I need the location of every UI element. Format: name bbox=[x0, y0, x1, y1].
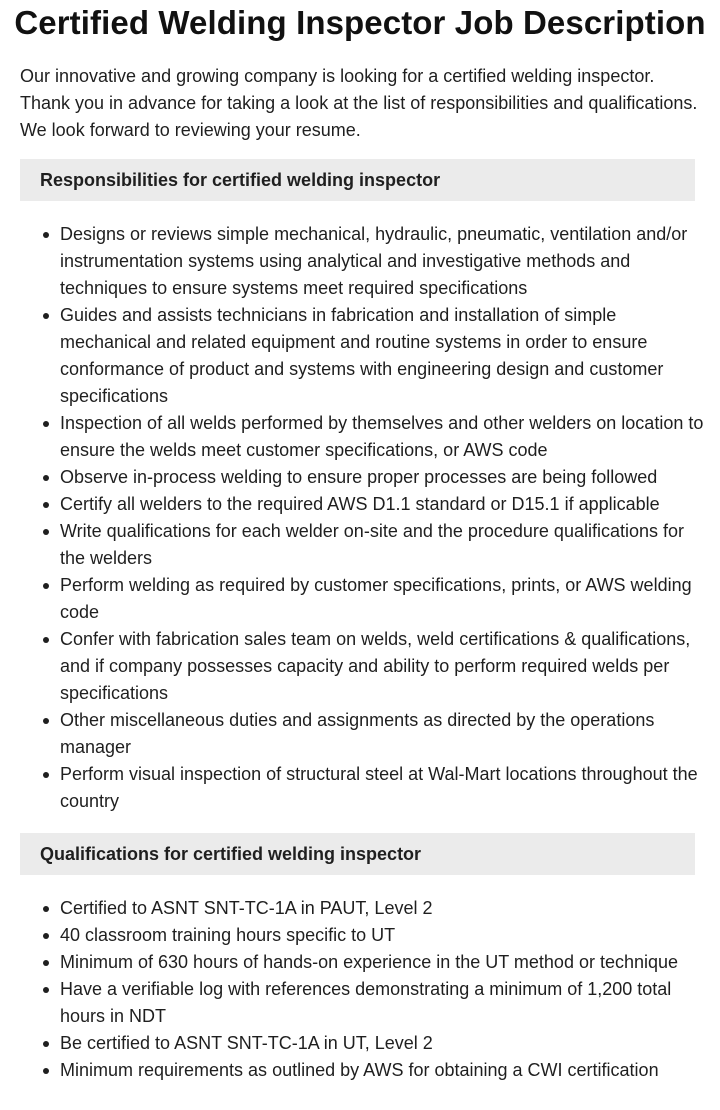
list-item: Guides and assists technicians in fabrication and installation of simple mechanical and related equipment and routine systems in order to ensure conformance of product and systems with engineering design and customer specifications bbox=[60, 302, 710, 410]
responsibilities-list bbox=[0, 221, 720, 815]
list-item: Minimum requirements as outlined by AWS for obtaining a CWI certification bbox=[60, 1057, 710, 1084]
list-item: Have a verifiable log with references demonstrating a minimum of 1,200 total hours in NDT bbox=[60, 976, 710, 1030]
page-title: Certified Welding Inspector Job Description bbox=[14, 4, 706, 41]
responsibilities-heading: Responsibilities for certified welding inspector bbox=[20, 159, 695, 201]
list-item: Minimum of 630 hours of hands-on experience in the UT method or technique bbox=[60, 949, 710, 976]
qualifications-list bbox=[0, 895, 720, 1084]
list-item: Perform welding as required by customer specifications, prints, or AWS welding code bbox=[60, 572, 710, 626]
list-item: Certify all welders to the required AWS D1.1 standard or D15.1 if applicable bbox=[60, 491, 710, 518]
list-item: Write qualifications for each welder on-site and the procedure qualifications for the welders bbox=[60, 518, 710, 572]
list-item: Inspection of all welds performed by themselves and other welders on location to ensure the welds meet customer specifications, or AWS code bbox=[60, 410, 710, 464]
list-item: 40 classroom training hours specific to UT bbox=[60, 922, 710, 949]
list-item: Confer with fabrication sales team on welds, weld certifications & qualifications, and if company possesses capacity and ability to perform required welds per specifications bbox=[60, 626, 710, 707]
list-item: Other miscellaneous duties and assignments as directed by the operations manager bbox=[60, 707, 710, 761]
list-item: Designs or reviews simple mechanical, hydraulic, pneumatic, ventilation and/or instrumentation systems using analytical and investigative methods and techniques to ensure systems meet required specifications bbox=[60, 221, 710, 302]
list-item: Perform visual inspection of structural steel at Wal-Mart locations throughout the country bbox=[60, 761, 710, 815]
list-item: Observe in-process welding to ensure proper processes are being followed bbox=[60, 464, 710, 491]
qualifications-heading: Qualifications for certified welding inspector bbox=[20, 833, 695, 875]
list-item: Be certified to ASNT SNT-TC-1A in UT, Level 2 bbox=[60, 1030, 710, 1057]
intro-paragraph: Our innovative and growing company is looking for a certified welding inspector. Thank you in advance for taking a look at the list of responsibilities and qualifications. We look forward to reviewing your resume. bbox=[20, 66, 698, 140]
list-item: Certified to ASNT SNT-TC-1A in PAUT, Level 2 bbox=[60, 895, 710, 922]
